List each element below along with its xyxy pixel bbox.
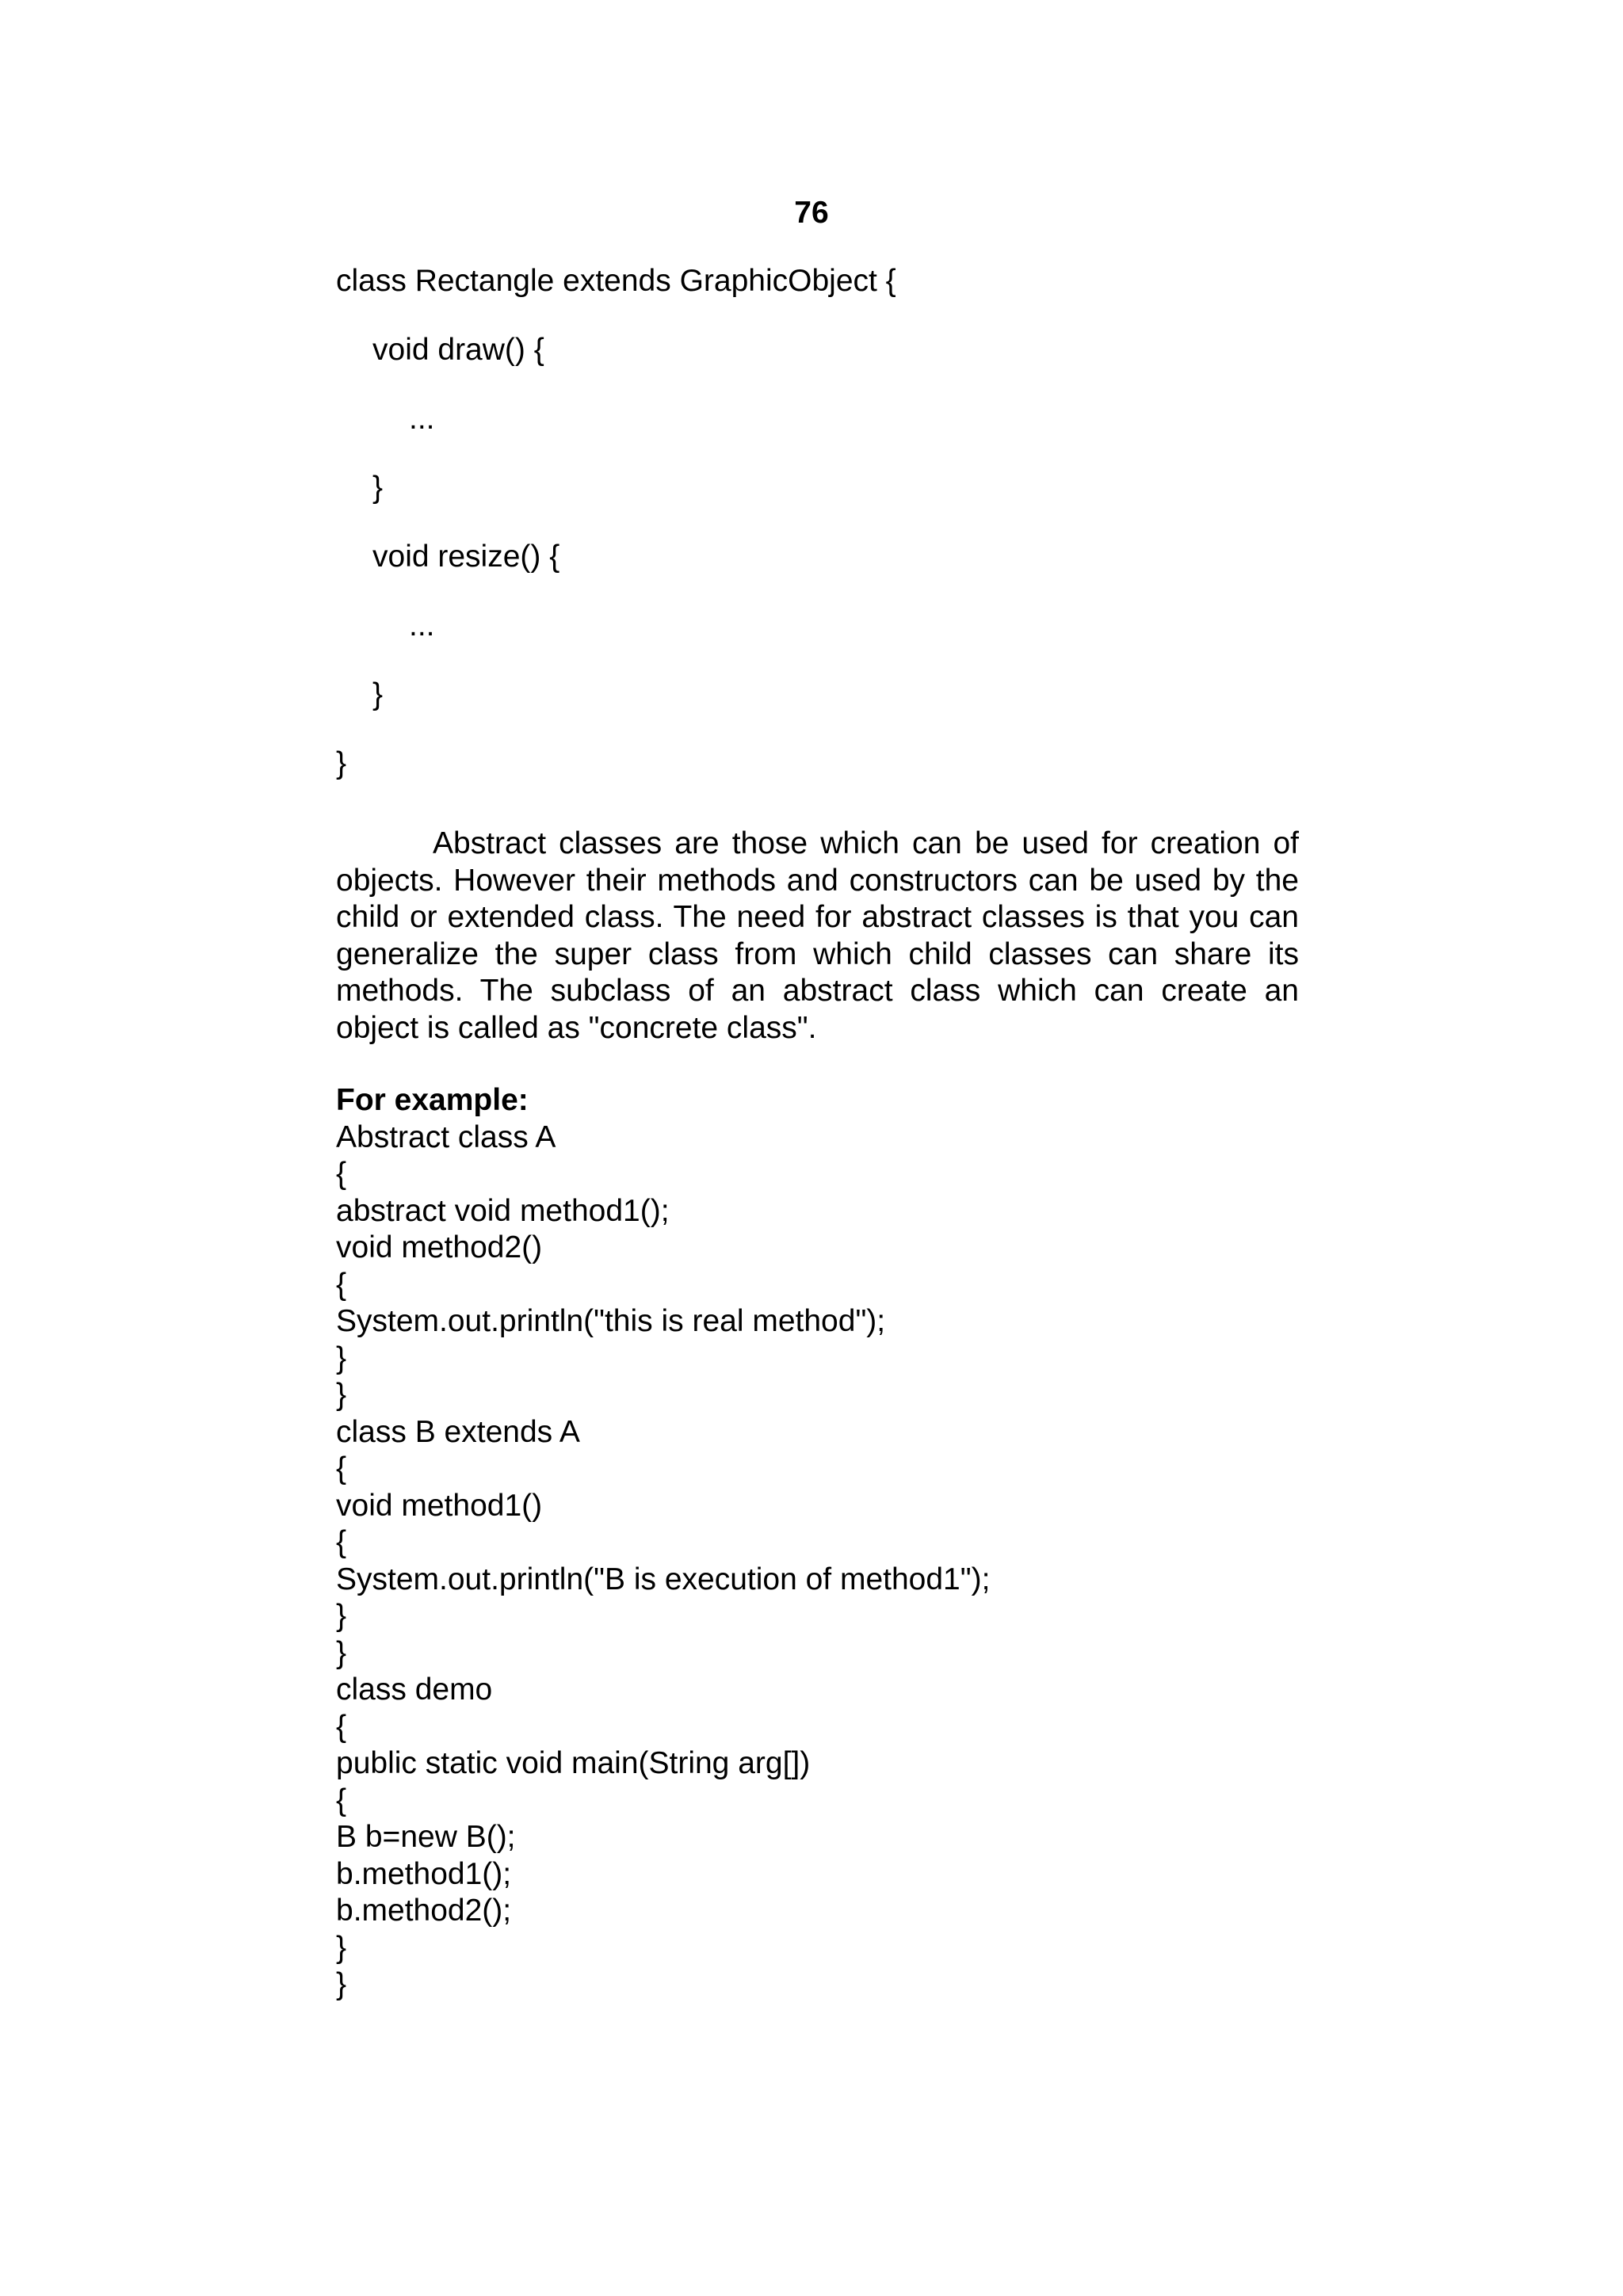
code-line: } [336, 1378, 347, 1412]
code-line: } [372, 471, 384, 505]
code-line: class Rectangle extends GraphicObject { [336, 264, 896, 298]
code-line: public static void main(String arg[]) [336, 1746, 811, 1780]
code-line: abstract void method1(); [336, 1193, 670, 1228]
code-line: { [336, 1267, 347, 1302]
code-line: Abstract class A [336, 1119, 556, 1154]
code-line: { [336, 1783, 347, 1817]
example-code-block [336, 1119, 1366, 2004]
code-line: } [372, 677, 384, 711]
example-section [336, 1082, 1366, 2004]
code-line: ... [409, 402, 435, 436]
example-heading: For example: [336, 1083, 529, 1117]
code-line: void resize() { [372, 540, 560, 574]
code-line: System.out.println("this is real method"); [336, 1304, 886, 1338]
code-line: } [336, 1635, 347, 1670]
code-line: } [336, 1967, 347, 2001]
code-line: void draw() { [372, 333, 544, 367]
abstract-classes-paragraph: Abstract classes are those which can be used for creation of objects. However their methods and constructors can be used by the child or extended class. The need for abstract classes is that you can generalize the super class from which child classes can share its methods. The subclass of an abstract class which can create an object is called as "concrete class". [336, 826, 1299, 1045]
code-line: { [336, 1157, 347, 1191]
page-number: 76 [794, 196, 829, 230]
code-line: class demo [336, 1672, 493, 1707]
code-line: System.out.println("B is execution of method1"); [336, 1562, 991, 1596]
code-line: } [336, 1599, 347, 1633]
code-line: } [336, 1341, 347, 1375]
code-line: void method2() [336, 1230, 543, 1264]
code-line: { [336, 1525, 347, 1559]
code-line: b.method1(); [336, 1856, 512, 1891]
rectangle-class-code [336, 257, 1366, 809]
code-line: ... [409, 608, 435, 643]
code-line: b.method2(); [336, 1894, 512, 1928]
code-line: { [336, 1709, 347, 1744]
code-line: } [336, 746, 347, 780]
code-line: void method1() [336, 1488, 543, 1523]
code-line: B b=new B(); [336, 1820, 516, 1854]
code-line: { [336, 1451, 347, 1486]
code-line: class B extends A [336, 1414, 580, 1449]
code-line: } [336, 1930, 347, 1965]
